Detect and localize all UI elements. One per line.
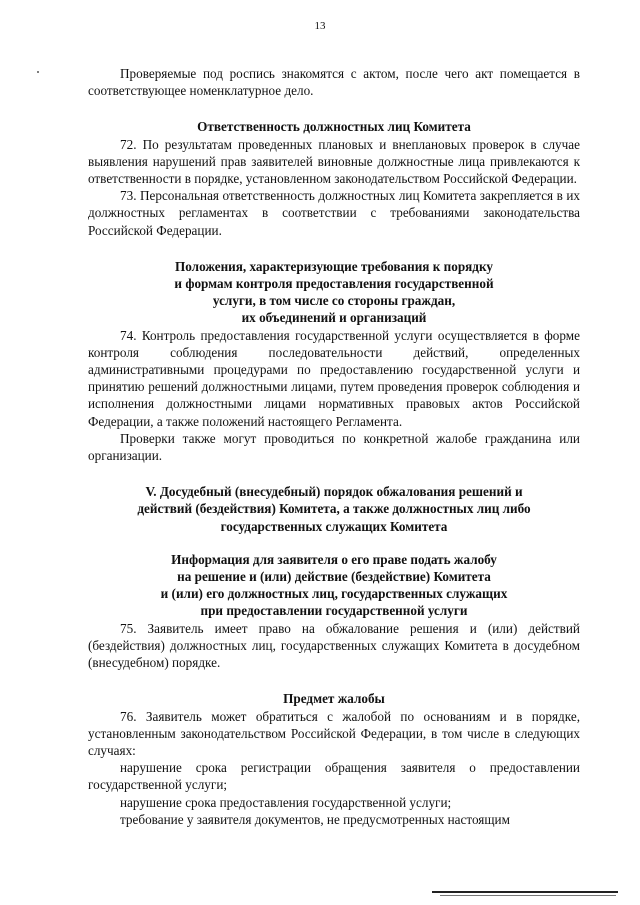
- heading-info-line-1: Информация для заявителя о его праве подать жалобу: [171, 551, 497, 567]
- heading-control-line-2: и формам контроля предоставления государственной: [174, 276, 494, 292]
- paragraph-74: 74. Контроль предоставления государственной услуги осуществляется в форме контроля соблюдения последовательности действий, определенных административными процедурами по предоставлению государственной услуги и принятию решений должностными лицами, путем проведения проверок соблюдения и исполнения должностными лицами нормативных правовых актов Российской Федерации, а также положений настоящего Регламента.: [88, 327, 580, 429]
- heading-info-line-3: и (или) его должностных лиц, государственных служащих: [160, 586, 508, 602]
- heading-control-line-4: их объединений и организаций: [241, 310, 427, 326]
- heading-subject: Предмет жалобы: [283, 691, 385, 707]
- footer-rule-thin: [440, 895, 616, 896]
- heading-section-v-line-1: V. Досудебный (внесудебный) порядок обжалования решений и: [145, 484, 523, 500]
- heading-control-line-3: услуги, в том числе со стороны граждан,: [212, 293, 456, 309]
- paragraph-74-checks: Проверки также могут проводиться по конкретной жалобе гражданина или организации.: [88, 430, 580, 464]
- heading-section-v-line-2: действий (бездействия) Комитета, а также должностных лиц либо: [137, 501, 531, 517]
- scan-speck: [37, 71, 39, 73]
- document-body: [88, 65, 580, 828]
- paragraph-75: 75. Заявитель имеет право на обжалование решения и (или) действий (бездействия) должностных лиц, государственных служащих Комитета в досудебном (внесудебном) порядке.: [88, 620, 580, 671]
- footer-rule: [432, 891, 618, 893]
- list-item-documents: требование у заявителя документов, не предусмотренных настоящим: [120, 811, 510, 827]
- paragraph-72: 72. По результатам проведенных плановых и внеплановых проверок в случае выявления нарушений прав заявителей виновные должностные лица привлекаются к ответственности в порядке, установленном законодательством Российской Федерации.: [88, 136, 580, 187]
- heading-info-line-2: на решение и (или) действие (бездействие) Комитета: [177, 569, 491, 585]
- intro-paragraph: Проверяемые под роспись знакомятся с актом, после чего акт помещается в соответствующее номенклатурное дело.: [88, 66, 580, 99]
- paragraph-76: 76. Заявитель может обратиться с жалобой по основаниям и в порядке, установленным законодательством Российской Федерации, в том числе в следующих случаях:: [88, 708, 580, 758]
- heading-control-line-1: Положения, характеризующие требования к порядку: [175, 258, 493, 274]
- list-item-registration-term: нарушение срока регистрации обращения заявителя о предоставлении государственной услуги;: [88, 760, 580, 793]
- heading-info-line-4: при предоставлении государственной услуги: [200, 603, 468, 619]
- page-number: 13: [314, 20, 326, 32]
- heading-section-v-line-3: государственных служащих Комитета: [220, 518, 448, 534]
- heading-responsibility: Ответственность должностных лиц Комитета: [197, 119, 471, 135]
- paragraph-73: 73. Персональная ответственность должностных лиц Комитета закрепляется в их должностных регламентах в соответствии с требованиями законодательства Российской Федерации.: [88, 188, 580, 238]
- list-item-service-term: нарушение срока предоставления государственной услуги;: [120, 794, 452, 810]
